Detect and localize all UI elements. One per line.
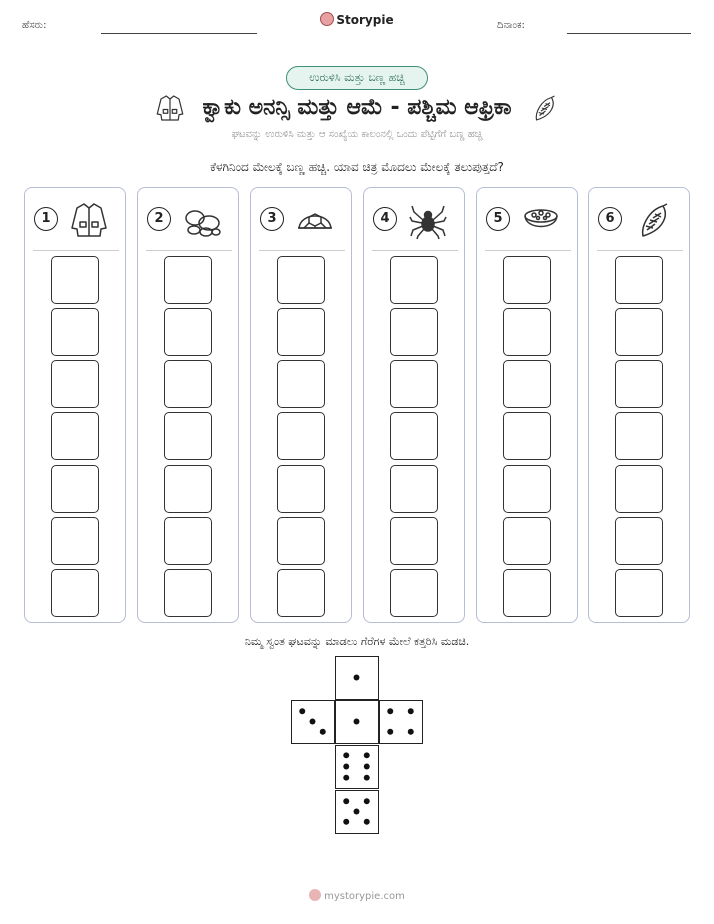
worksheet-title: ಕ್ವಾಕು ಅನನ್ಸಿ ಮತ್ತು ಆಮೆ - ಪಶ್ಚಿಮ ಆಫ್ರಿಕಾ	[202, 95, 512, 120]
column-divider	[597, 250, 683, 251]
color-box[interactable]	[503, 308, 551, 356]
color-box[interactable]	[277, 256, 325, 304]
color-box[interactable]	[164, 256, 212, 304]
question: ಕೆಳಗಿನಿಂದ ಮೇಲಕ್ಕೆ ಬಣ್ಣ ಹಚ್ಚಿ. ಯಾವ ಚಿತ್ರ ಮೊದಲು ಮೇಲಕ್ಕೆ ತಲುಪುತ್ತದೆ?	[210, 160, 504, 174]
color-box[interactable]	[277, 308, 325, 356]
color-box[interactable]	[51, 360, 99, 408]
footer-logo-icon	[309, 889, 321, 901]
storypie-logo-icon	[320, 12, 334, 26]
die-pip	[354, 719, 360, 725]
brand-name: Storypie	[336, 13, 394, 27]
column-number: 5	[486, 207, 510, 231]
die-pip	[343, 798, 349, 804]
column-divider	[33, 250, 119, 251]
soup-bowl-icon	[521, 200, 561, 240]
pinecone-icon	[633, 200, 673, 240]
color-box[interactable]	[615, 465, 663, 513]
column-number: 1	[34, 207, 58, 231]
die-face-1	[335, 656, 379, 700]
color-box[interactable]	[390, 517, 438, 565]
column-4	[363, 187, 465, 623]
spider-icon	[408, 200, 448, 240]
color-box[interactable]	[615, 517, 663, 565]
color-box[interactable]	[277, 360, 325, 408]
color-box[interactable]	[51, 308, 99, 356]
column-1	[24, 187, 126, 623]
subtitle: ಘಟವನ್ನು ಉರುಳಿಸಿ ಮತ್ತು ಆ ಸಂಖ್ಯೆಯ ಕಾಲಂನಲ್ಲಿ ಒಂದು ಪೆಟ್ಟಿಗೆಗೆ ಬಣ್ಣ ಹಚ್ಚಿ	[231, 129, 483, 140]
pinecone-icon	[529, 93, 559, 123]
footer-url: mystorypie.com	[324, 891, 405, 902]
color-box[interactable]	[503, 412, 551, 460]
color-box[interactable]	[615, 412, 663, 460]
color-box[interactable]	[164, 360, 212, 408]
die-pip	[364, 752, 370, 758]
date-label: ದಿನಾಂಕ:	[497, 20, 525, 31]
color-box[interactable]	[164, 569, 212, 617]
die-face-4	[379, 700, 423, 744]
color-box[interactable]	[390, 256, 438, 304]
color-box[interactable]	[51, 569, 99, 617]
color-box[interactable]	[503, 517, 551, 565]
date-line	[567, 33, 691, 34]
die-pip	[343, 752, 349, 758]
color-box[interactable]	[51, 412, 99, 460]
name-label: ಹೆಸರು:	[22, 20, 47, 31]
column-number: 6	[598, 207, 622, 231]
die-pip	[343, 764, 349, 770]
die-pip	[299, 708, 305, 714]
die-pip	[364, 819, 370, 825]
name-line	[101, 33, 257, 34]
color-box[interactable]	[390, 360, 438, 408]
column-divider	[146, 250, 232, 251]
die-pip	[364, 764, 370, 770]
die-pip	[387, 729, 393, 735]
die-pip	[364, 798, 370, 804]
column-divider	[372, 250, 458, 251]
color-box[interactable]	[164, 517, 212, 565]
brand	[0, 12, 714, 27]
cutout-instruction: ನಿಮ್ಮ ಸ್ವಂತ ಘಟವನ್ನು ಮಾಡಲು ಗೆರೆಗಳ ಮೇಲೆ ಕತ್ತರಿಸಿ ಮಡಚಿ.	[244, 635, 470, 648]
die-pip	[320, 729, 326, 735]
die-pip	[343, 819, 349, 825]
die-pip	[343, 775, 349, 781]
color-box[interactable]	[51, 465, 99, 513]
color-box[interactable]	[503, 569, 551, 617]
color-box[interactable]	[503, 360, 551, 408]
die-face-5	[335, 790, 379, 834]
column-5	[476, 187, 578, 623]
color-box[interactable]	[277, 465, 325, 513]
die-pip	[364, 775, 370, 781]
title-row	[0, 90, 714, 126]
color-box[interactable]	[615, 360, 663, 408]
footer	[0, 889, 714, 902]
stones-icon	[182, 200, 222, 240]
color-box[interactable]	[615, 256, 663, 304]
color-box[interactable]	[164, 465, 212, 513]
color-box[interactable]	[277, 517, 325, 565]
color-box[interactable]	[51, 517, 99, 565]
column-number: 4	[373, 207, 397, 231]
color-box[interactable]	[277, 569, 325, 617]
column-3	[250, 187, 352, 623]
die-pip	[354, 809, 360, 815]
jacket-icon	[155, 93, 185, 123]
die-pip	[408, 729, 414, 735]
column-divider	[259, 250, 345, 251]
die-pip	[387, 708, 393, 714]
color-box[interactable]	[390, 465, 438, 513]
color-box[interactable]	[390, 308, 438, 356]
color-box[interactable]	[615, 569, 663, 617]
column-number: 2	[147, 207, 171, 231]
die-pip	[354, 675, 360, 681]
color-box[interactable]	[277, 412, 325, 460]
tortoise-shell-icon	[295, 200, 335, 240]
color-box[interactable]	[51, 256, 99, 304]
color-box[interactable]	[164, 308, 212, 356]
column-2	[137, 187, 239, 623]
die-pip	[408, 708, 414, 714]
color-box[interactable]	[390, 412, 438, 460]
die-face-6	[335, 745, 379, 789]
activity-type-pill: ಉರುಳಿಸಿ ಮತ್ತು ಬಣ್ಣ ಹಚ್ಚಿ	[286, 66, 428, 90]
column-divider	[485, 250, 571, 251]
die-pip	[310, 719, 316, 725]
color-box[interactable]	[503, 465, 551, 513]
color-box[interactable]	[503, 256, 551, 304]
color-box[interactable]	[615, 308, 663, 356]
die-face-1	[335, 700, 379, 744]
color-box[interactable]	[164, 412, 212, 460]
die-face-3	[291, 700, 335, 744]
column-number: 3	[260, 207, 284, 231]
column-6	[588, 187, 690, 623]
jacket-icon	[69, 200, 109, 240]
color-box[interactable]	[390, 569, 438, 617]
